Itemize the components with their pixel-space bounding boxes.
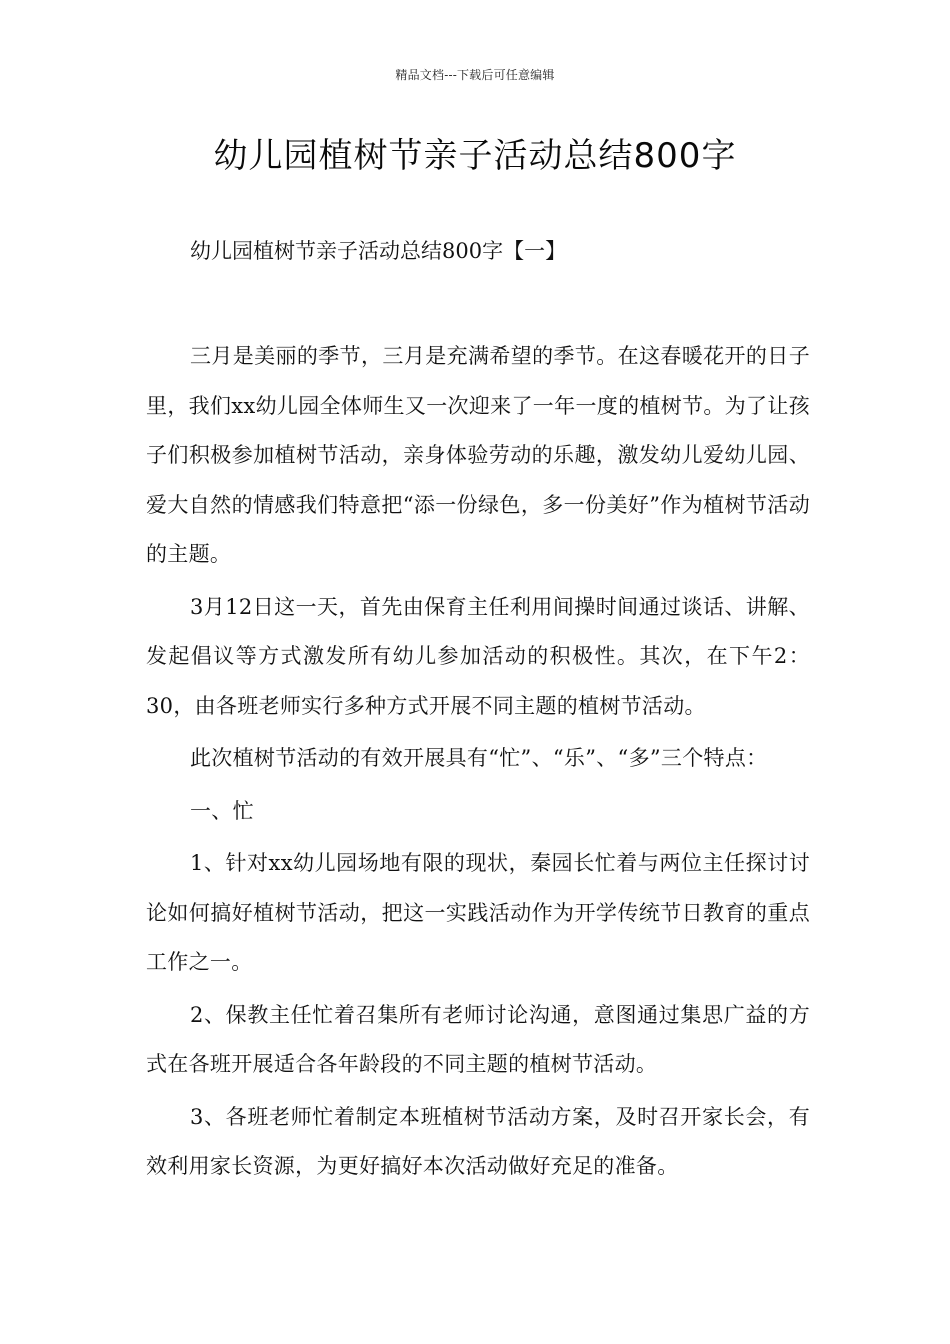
document-title: 幼儿园植树节亲子活动总结800字 [213, 136, 737, 176]
list-item-2: 2、保教主任忙着召集所有老师讨论沟通，意图通过集思广益的方式在各班开展适合各年龄段的不同主题的植树节活动。 [146, 1002, 810, 1076]
paragraph-schedule: 3月12日这一天，首先由保育主任利用间操时间通过谈话、讲解、发起倡议等方式激发所有幼儿参加活动的积极性。其次，在下午2：30，由各班老师实行多种方式开展不同主题的植树节活动。 [146, 594, 810, 718]
paragraph-intro: 三月是美丽的季节，三月是充满希望的季节。在这春暖花开的日子里，我们xx幼儿园全体师生又一次迎来了一年一度的植树节。为了让孩子们积极参加植树节活动，亲身体验劳动的乐趣，激发幼儿爱幼儿园、爱大自然的情感我们特意把“添一份绿色，多一份美好”作为植树节活动的主题。 [146, 344, 810, 566]
paragraph-features: 此次植树节活动的有效开展具有“忙”、“乐”、“多”三个特点： [190, 746, 768, 770]
list-item-1: 1、针对xx幼儿园场地有限的现状，秦园长忙着与两位主任探讨讨论如何搞好植树节活动，把这一实践活动作为开学传统节日教育的重点工作之一。 [146, 851, 810, 974]
section-subtitle: 幼儿园植树节亲子活动总结800字【一】 [190, 239, 567, 263]
list-item-3: 3、各班老师忙着制定本班植树节活动方案，及时召开家长会，有效利用家长资源，为更好搞好本次活动做好充足的准备。 [146, 1104, 810, 1178]
header-note: 精品文档---下载后可任意编辑 [395, 68, 555, 82]
document-body [146, 332, 810, 1195]
section-heading-busy: 一、忙 [190, 798, 254, 823]
